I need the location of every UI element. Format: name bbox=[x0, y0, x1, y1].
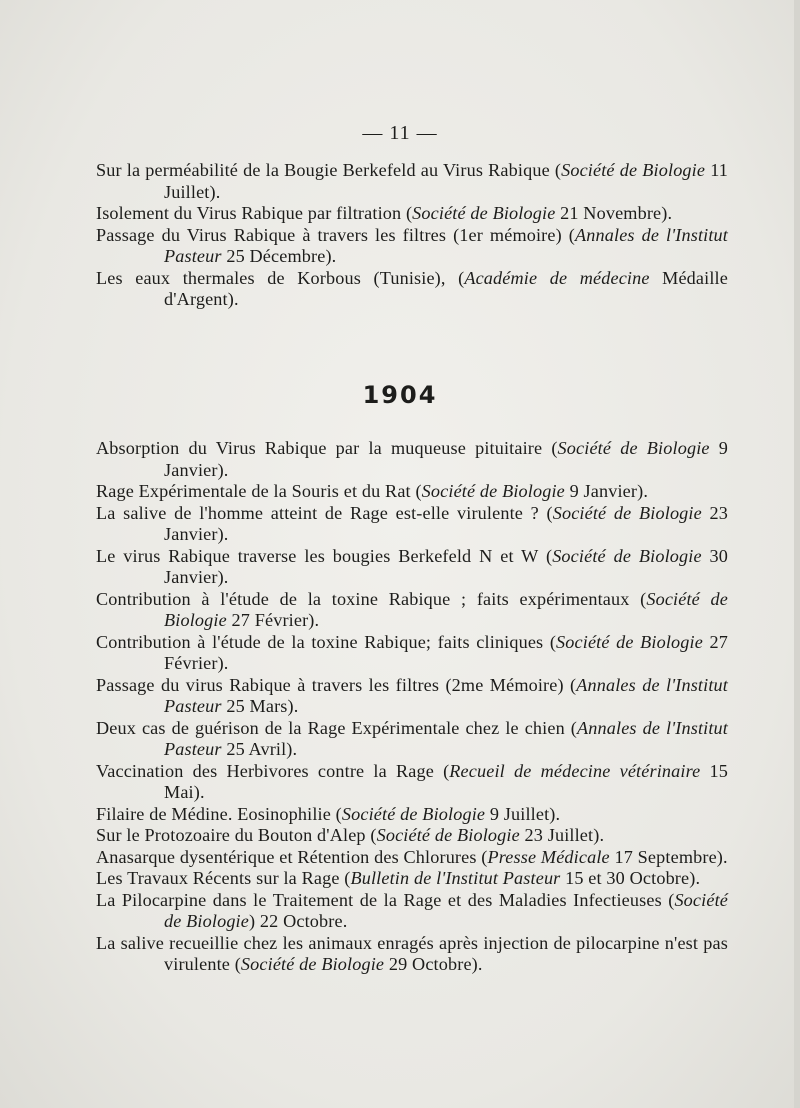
bibliography-entry: Absorption du Virus Rabique par la muqueuse pituitaire (Société de Biologie 9 Janvier). bbox=[96, 438, 728, 480]
bibliography-entry: Rage Expérimentale de la Souris et du Rat (Société de Biologie 9 Janvier). bbox=[96, 481, 649, 501]
bibliography-entry: Sur le Protozoaire du Bouton d'Alep (Société de Biologie 23 Juillet). bbox=[96, 825, 605, 845]
bibliography-entry: La salive recueillie chez les animaux enragés après injection de pilocarpine n'est pas virulente (Société de Biologie 29 Octobre). bbox=[96, 932, 728, 974]
bibliography-entry: Passage du Virus Rabique à travers les filtres (1er mémoire) (Annales de l'Institut Pasteur 25 Décembre). bbox=[96, 224, 729, 266]
bibliography-entry: Passage du virus Rabique à travers les filtres (2me Mémoire) (Annales de l'Institut Pasteur 25 Mars). bbox=[96, 674, 728, 716]
entries-section-1904 bbox=[96, 438, 728, 976]
bibliography-entry: La salive de l'homme atteint de Rage est-elle virulente ? (Société de Biologie 23 Janvier). bbox=[96, 502, 728, 544]
bibliography-entry: Vaccination des Herbivores contre la Rage (Recueil de médecine vétérinaire 15 Mai). bbox=[96, 760, 729, 802]
bibliography-entry: Filaire de Médine. Eosinophilie (Société de Biologie 9 Juillet). bbox=[96, 803, 561, 824]
bibliography-entry: Isolement du Virus Rabique par filtration (Société de Biologie 21 Novembre). bbox=[96, 203, 673, 223]
bibliography-entry: Les Travaux Récents sur la Rage (Bulletin de l'Institut Pasteur 15 et 30 Octobre). bbox=[96, 868, 701, 888]
page-edge-shadow bbox=[794, 0, 800, 1108]
bibliography-entry: Anasarque dysentérique et Rétention des Chlorures (Presse Médicale 17 Septembre). bbox=[96, 846, 728, 867]
bibliography-entry: Deux cas de guérison de la Rage Expérimentale chez le chien (Annales de l'Institut Pasteur 25 Avril). bbox=[96, 717, 728, 759]
bibliography-entry: Le virus Rabique traverse les bougies Berkefeld N et W (Société de Biologie 30 Janvier). bbox=[96, 545, 728, 587]
bibliography-entry: Les eaux thermales de Korbous (Tunisie), (Académie de médecine Médaille d'Argent). bbox=[96, 267, 728, 309]
bibliography-entry: Contribution à l'étude de la toxine Rabique ; faits expérimentaux (Société de Biologie 27 Février). bbox=[96, 588, 728, 630]
bibliography-entry: La Pilocarpine dans le Traitement de la Rage et des Maladies Infectieuses (Société de Biologie) 22 Octobre. bbox=[96, 889, 728, 931]
entries-section-before-1904 bbox=[96, 160, 728, 311]
page-number: — 11 — bbox=[362, 122, 438, 144]
bibliography-entry: Sur la perméabilité de la Bougie Berkefeld au Virus Rabique (Société de Biologie 11 Juillet). bbox=[96, 160, 729, 202]
year-heading: 1904 bbox=[362, 381, 438, 409]
bibliography-entry: Contribution à l'étude de la toxine Rabique; faits cliniques (Société de Biologie 27 Février). bbox=[96, 631, 728, 673]
